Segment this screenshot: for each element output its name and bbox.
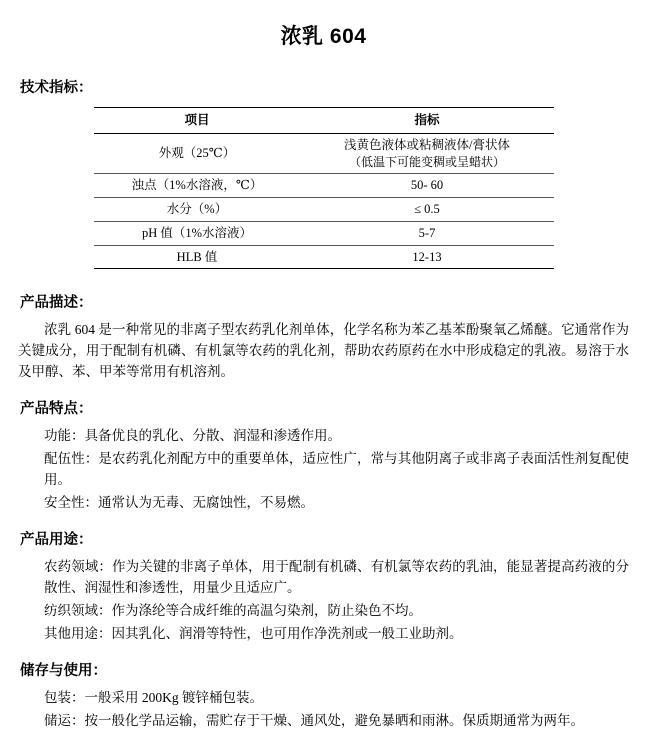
use-item: 纺织领域：作为涤纶等合成纤维的高温匀染剂，防止染色不均。 xyxy=(18,601,629,622)
feature-item: 配伍性：是农药乳化剂配方中的重要单体，适应性广，常与其他阴离子或非离子表面活性剂复配使用。 xyxy=(18,449,629,491)
table-header-row xyxy=(94,108,554,134)
section-heading-features: 产品特点： xyxy=(20,397,629,418)
table-row xyxy=(94,221,554,245)
uses-body xyxy=(18,557,629,645)
table-row xyxy=(94,197,554,221)
use-item: 其他用途：因其乳化、润滑等特性，也可用作净洗剂或一般工业助剂。 xyxy=(18,624,629,645)
table-row xyxy=(94,173,554,197)
table-header xyxy=(94,108,554,134)
section-heading-specs: 技术指标： xyxy=(20,76,629,97)
cell-item: 水分（%） xyxy=(94,197,301,221)
cell-value: ≤ 0.5 xyxy=(301,197,554,221)
cell-value: 5-7 xyxy=(301,221,554,245)
spec-table-wrapper xyxy=(18,107,629,269)
features-body xyxy=(18,426,629,514)
column-header-value: 指标 xyxy=(301,108,554,134)
cell-value xyxy=(301,133,554,173)
table-row xyxy=(94,245,554,269)
cell-value-note: （低温下可能变稠或呈蜡状） xyxy=(305,154,550,170)
section-heading-uses: 产品用途： xyxy=(20,528,629,549)
cell-item: 浊点（1%水溶液，℃） xyxy=(94,173,301,197)
section-heading-storage: 储存与使用： xyxy=(20,659,629,680)
description-paragraph: 浓乳 604 是一种常见的非离子型农药乳化剂单体，化学名称为苯乙基苯酚聚氧乙烯醚。它通常作为关键成分，用于配制有机磷、有机氯等农药的乳化剂，帮助农药原药在水中形成稳定的乳液。易溶于水及甲醇、苯、甲苯等常用有机溶剂。 xyxy=(18,320,629,383)
cell-value: 12-13 xyxy=(301,245,554,269)
description-body xyxy=(18,320,629,383)
feature-item: 安全性：通常认为无毒、无腐蚀性，不易燃。 xyxy=(18,493,629,514)
cell-item: pH 值（1%水溶液） xyxy=(94,221,301,245)
cell-item: HLB 值 xyxy=(94,245,301,269)
storage-body xyxy=(18,688,629,731)
storage-item: 包装：一般采用 200Kg 镀锌桶包装。 xyxy=(18,688,629,709)
technical-specs-table xyxy=(94,107,554,269)
page-title: 浓乳 604 xyxy=(18,20,629,50)
feature-item: 功能：具备优良的乳化、分散、润湿和渗透作用。 xyxy=(18,426,629,447)
cell-value: 50- 60 xyxy=(301,173,554,197)
storage-item: 储运：按一般化学品运输，需贮存于干燥、通风处，避免暴晒和雨淋。保质期通常为两年。 xyxy=(18,711,629,731)
table-row xyxy=(94,133,554,173)
cell-item: 外观（25℃） xyxy=(94,133,301,173)
table-body xyxy=(94,133,554,269)
cell-value-main: 浅黄色液体或粘稠液体/膏状体 xyxy=(344,138,510,152)
section-heading-description: 产品描述： xyxy=(20,291,629,312)
column-header-item: 项目 xyxy=(94,108,301,134)
use-item: 农药领域：作为关键的非离子单体，用于配制有机磷、有机氯等农药的乳油，能显著提高药液的分散性、润湿性和渗透性，用量少且适应广。 xyxy=(18,557,629,599)
